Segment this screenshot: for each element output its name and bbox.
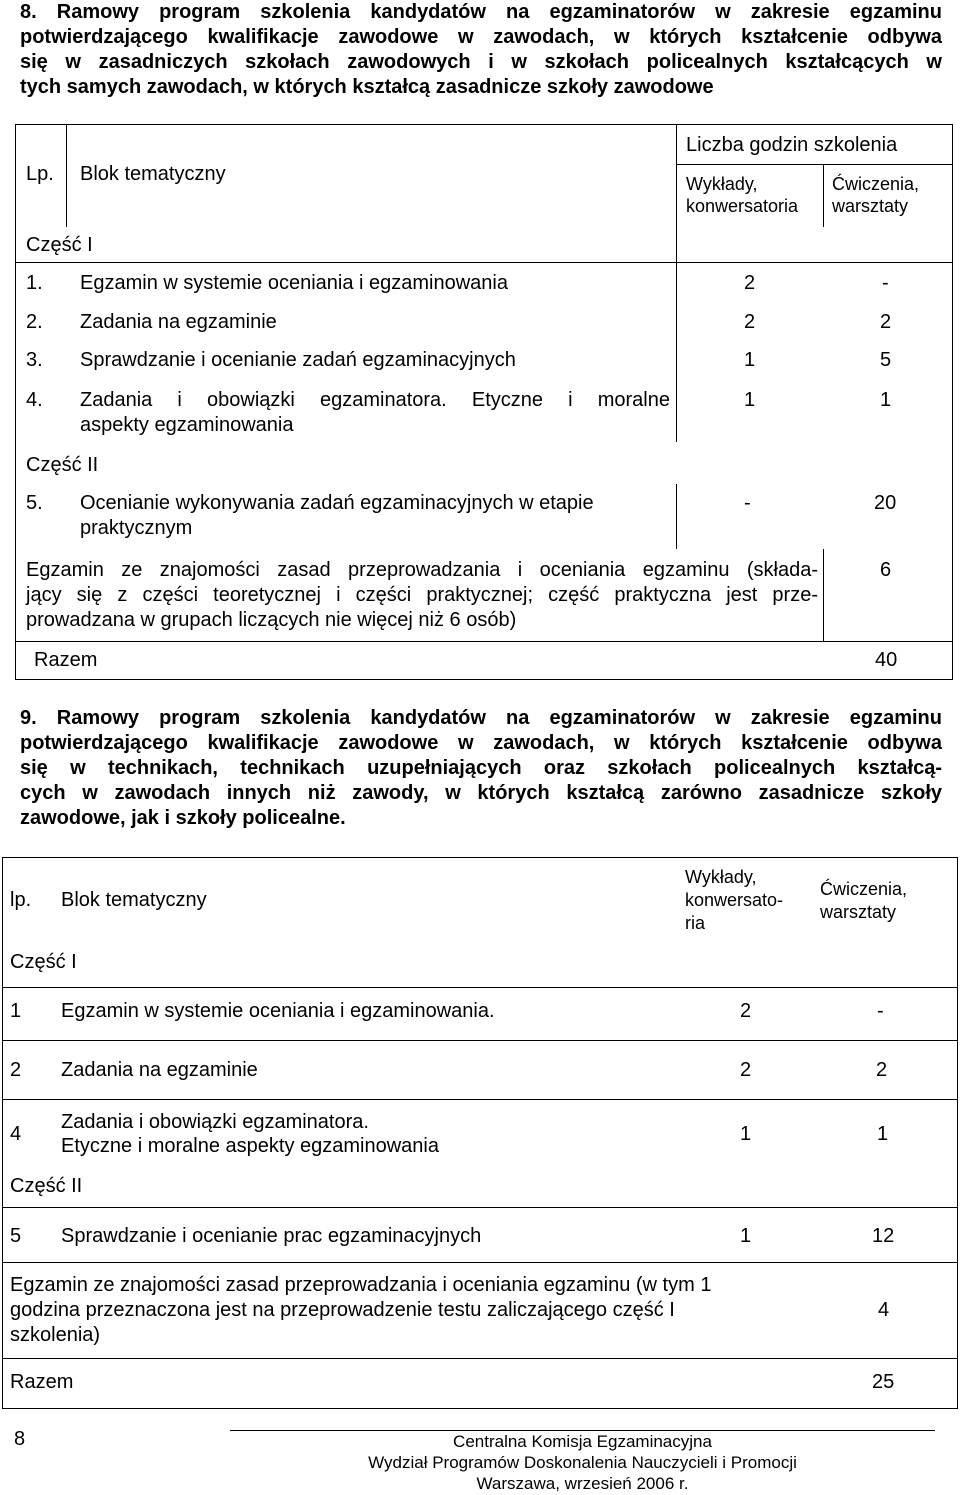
header-cwiczenia: Ćwiczenia, bbox=[820, 879, 908, 899]
exam-line: prowadzana w grupach liczących nie więcej niż 6 osób) bbox=[26, 609, 517, 631]
row-wyklady: - bbox=[744, 492, 751, 514]
header-wyklady: konwersatoria bbox=[686, 196, 799, 216]
row-wyklady: 1 bbox=[740, 1123, 752, 1145]
row-divider bbox=[2, 1262, 958, 1263]
col-divider bbox=[676, 484, 677, 549]
exam-line: Egzamin ze znajomości zasad przeprowadzania i oceniania egzaminu (w tym 1 bbox=[10, 1274, 712, 1296]
header-wyklady: Wykłady, bbox=[685, 867, 757, 887]
header-wyklady: ria bbox=[685, 913, 706, 933]
footer-date: Warszawa, wrzesień 2006 r. bbox=[476, 1474, 689, 1493]
row-divider bbox=[15, 262, 953, 263]
row-divider bbox=[2, 1207, 958, 1208]
total-value: 25 bbox=[872, 1371, 895, 1393]
header-liczba-godzin: Liczba godzin szkolenia bbox=[686, 134, 898, 156]
header-blok: Blok tematyczny bbox=[80, 163, 226, 185]
total-label: Razem bbox=[10, 1371, 74, 1393]
row-cwiczenia: 1 bbox=[877, 1123, 889, 1145]
row-topic: Sprawdzanie i ocenianie prac egzaminacyjnych bbox=[61, 1225, 482, 1247]
row-topic: Zadania i obowiązki egzaminatora. Etyczne i moralne bbox=[80, 389, 670, 411]
heading-line: cych w zawodach innych niż zawody, w których kształcą zarówno zasadnicze szkoły bbox=[20, 782, 942, 804]
heading-line: się w zasadniczych szkołach zawodowych i w szkołach policealnych kształcących w bbox=[20, 51, 942, 73]
row-lp: 4. bbox=[26, 389, 43, 411]
row-topic: Sprawdzanie i ocenianie zadań egzaminacyjnych bbox=[80, 349, 516, 371]
row-wyklady: 2 bbox=[744, 272, 756, 294]
row-wyklady: 1 bbox=[744, 389, 756, 411]
heading-line: potwierdzającego kwalifikacje zawodowe w zawodach, w których kształcenie odbywa bbox=[20, 26, 942, 48]
footer-department: Wydział Programów Doskonalenia Nauczycieli i Promocji bbox=[368, 1453, 797, 1472]
exam-description bbox=[26, 558, 818, 633]
footer-institution: Centralna Komisja Egzaminacyjna bbox=[453, 1432, 712, 1451]
exam-line: szkolenia) bbox=[10, 1324, 101, 1346]
heading-line: zawodowe, jak i szkoły policealne. bbox=[20, 807, 346, 829]
part-label: Część II bbox=[26, 454, 99, 476]
heading-line: tych samych zawodach, w których kształcą zasadnicze szkoły zawodowe bbox=[20, 76, 714, 98]
row-lp: 2 bbox=[10, 1059, 22, 1081]
part-label: Część I bbox=[26, 234, 93, 256]
row-cwiczenia: 2 bbox=[880, 311, 892, 333]
row-cwiczenia: 2 bbox=[876, 1059, 888, 1081]
row-lp: 3. bbox=[26, 349, 43, 371]
col-divider bbox=[676, 124, 677, 442]
row-divider bbox=[2, 987, 958, 988]
page-number: 8 bbox=[14, 1428, 26, 1450]
row-topic: Zadania na egzaminie bbox=[61, 1059, 258, 1081]
row-topic: praktycznym bbox=[80, 517, 193, 539]
header-wyklady: konwersato- bbox=[685, 890, 784, 910]
row-wyklady: 1 bbox=[740, 1225, 752, 1247]
row-divider bbox=[2, 1099, 958, 1100]
row-divider bbox=[676, 164, 953, 165]
exam-value: 4 bbox=[878, 1299, 890, 1321]
col-divider bbox=[66, 124, 67, 227]
exam-line: godzina przeznaczona jest na przeprowadzenie testu zaliczającego część I bbox=[10, 1299, 675, 1321]
row-lp: 4 bbox=[10, 1123, 22, 1145]
row-cwiczenia: 1 bbox=[880, 389, 892, 411]
col-divider bbox=[823, 549, 824, 641]
header-blok: Blok tematyczny bbox=[61, 889, 207, 911]
section-8-heading bbox=[20, 0, 942, 100]
row-cwiczenia: - bbox=[877, 1000, 884, 1022]
row-lp: 5. bbox=[26, 492, 43, 514]
row-lp: 1 bbox=[10, 1000, 22, 1022]
row-lp: 1. bbox=[26, 272, 43, 294]
heading-line: 9. Ramowy program szkolenia kandydatów na egzaminatorów w zakresie egzaminu bbox=[20, 707, 942, 729]
header-cwiczenia: Ćwiczenia, bbox=[832, 174, 920, 194]
row-wyklady: 2 bbox=[740, 1000, 752, 1022]
header-wyklady: Wykłady, bbox=[686, 174, 758, 194]
row-divider bbox=[2, 1358, 958, 1359]
row-topic: aspekty egzaminowania bbox=[80, 414, 294, 436]
exam-line: jący się z części teoretycznej i części praktycznej; część praktyczna jest prze- bbox=[26, 584, 818, 606]
heading-line: 8. Ramowy program szkolenia kandydatów na egzaminatorów w zakresie egzaminu bbox=[20, 1, 942, 23]
total-label: Razem bbox=[34, 649, 98, 671]
row-topic: Zadania na egzaminie bbox=[80, 311, 277, 333]
row-cwiczenia: 12 bbox=[872, 1225, 895, 1247]
row-wyklady: 2 bbox=[744, 311, 756, 333]
section-9-heading bbox=[20, 706, 942, 831]
row-topic: Etyczne i moralne aspekty egzaminowania bbox=[61, 1135, 439, 1157]
exam-line: Egzamin ze znajomości zasad przeprowadzania i oceniania egzaminu (składa- bbox=[26, 559, 818, 581]
row-divider bbox=[15, 641, 953, 642]
row-cwiczenia: 5 bbox=[880, 349, 892, 371]
heading-line: się w technikach, technikach uzupełniających oraz szkołach policealnych kształcą- bbox=[20, 757, 942, 779]
row-topic: Ocenianie wykonywania zadań egzaminacyjnych w etapie bbox=[80, 492, 594, 514]
row-lp: 5 bbox=[10, 1225, 22, 1247]
row-cwiczenia: 20 bbox=[874, 492, 897, 514]
col-divider bbox=[823, 164, 824, 227]
exam-value: 6 bbox=[880, 559, 892, 581]
row-lp: 2. bbox=[26, 311, 43, 333]
part-label: Część I bbox=[10, 951, 77, 973]
part-label: Część II bbox=[10, 1175, 83, 1197]
header-lp: lp. bbox=[10, 889, 32, 911]
header-cwiczenia: warsztaty bbox=[820, 902, 897, 922]
header-cwiczenia: warsztaty bbox=[832, 196, 909, 216]
row-wyklady: 1 bbox=[744, 349, 756, 371]
heading-line: potwierdzającego kwalifikacje zawodowe w zawodach, w których kształcenie odbywa bbox=[20, 732, 942, 754]
row-wyklady: 2 bbox=[740, 1059, 752, 1081]
row-cwiczenia: - bbox=[882, 272, 889, 294]
row-topic: Zadania i obowiązki egzaminatora. bbox=[61, 1111, 369, 1133]
row-divider bbox=[2, 1040, 958, 1041]
total-value: 40 bbox=[875, 649, 898, 671]
row-topic: Egzamin w systemie oceniania i egzaminowania bbox=[80, 272, 508, 294]
row-topic: Egzamin w systemie oceniania i egzaminowania. bbox=[61, 1000, 495, 1022]
header-lp: Lp. bbox=[26, 163, 54, 185]
